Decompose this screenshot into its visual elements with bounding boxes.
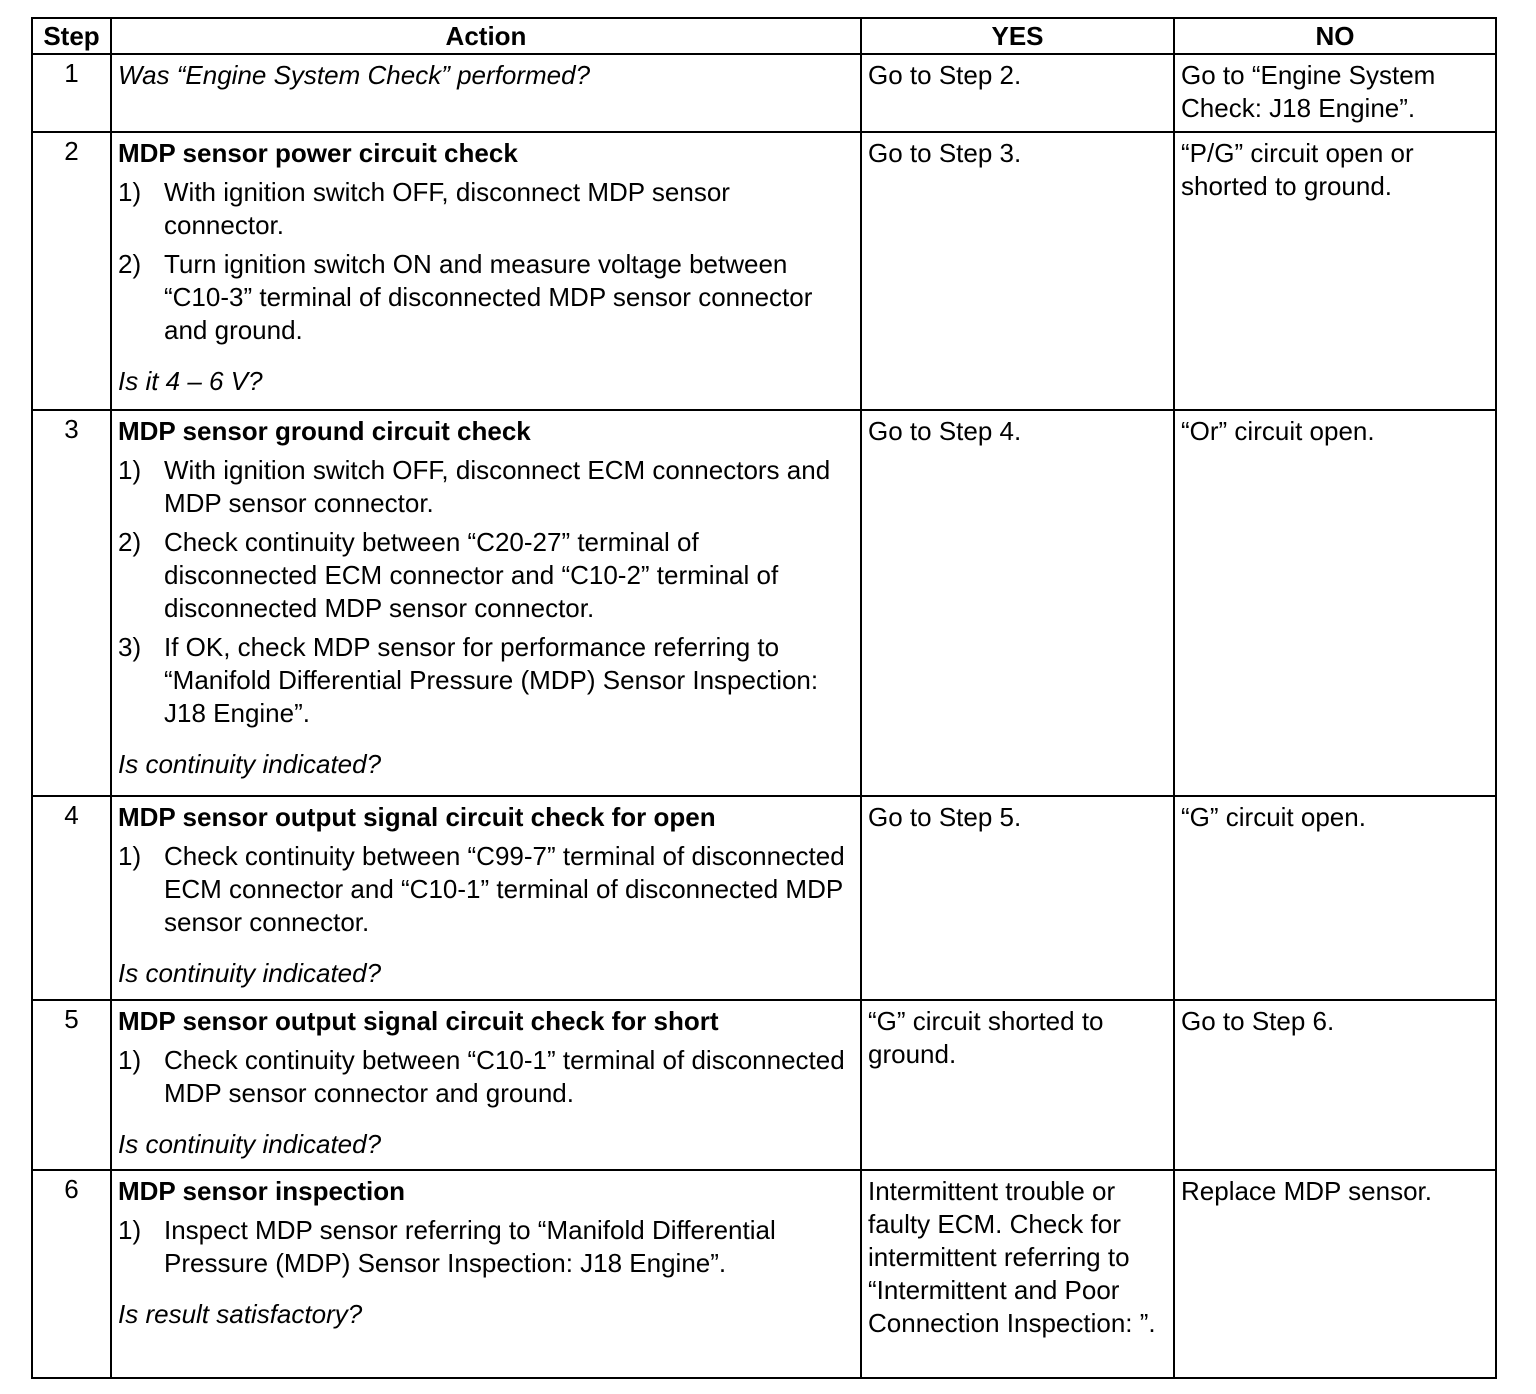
header-action: Action (111, 18, 861, 54)
action-question: Was “Engine System Check” performed? (118, 60, 591, 90)
item-number: 1) (118, 1045, 142, 1075)
header-step: Step (32, 18, 111, 54)
table-row (32, 410, 1496, 796)
table-row (32, 1170, 1496, 1378)
action-question: Is result satisfactory? (118, 1299, 363, 1329)
list-item (118, 176, 854, 242)
table-header-row (32, 18, 1496, 54)
list-item (118, 840, 854, 939)
action-question: Is it 4 – 6 V? (118, 366, 263, 396)
action-steps (118, 454, 854, 730)
yes-cell: “G” circuit shorted to ground. (861, 1000, 1174, 1170)
action-steps (118, 1044, 854, 1110)
yes-cell: Go to Step 2. (861, 54, 1174, 132)
list-item (118, 1214, 854, 1280)
table-row (32, 1000, 1496, 1170)
item-text: With ignition switch OFF, disconnect ECM connectors and MDP sensor connector. (164, 455, 831, 518)
item-number: 1) (118, 841, 142, 871)
action-question: Is continuity indicated? (118, 1129, 382, 1159)
action-cell (111, 1000, 861, 1170)
item-text: Inspect MDP sensor referring to “Manifold Differential Pressure (MDP) Sensor Inspection: J18 Engine”. (164, 1215, 776, 1278)
action-title: MDP sensor inspection (118, 1176, 406, 1206)
step-number: 3 (32, 410, 111, 796)
no-cell: “P/G” circuit open or shorted to ground. (1174, 132, 1496, 410)
action-cell (111, 410, 861, 796)
item-text: Check continuity between “C20-27” terminal of disconnected ECM connector and “C10-2” terminal of disconnected MDP sensor connector. (164, 527, 779, 623)
action-question: Is continuity indicated? (118, 958, 382, 988)
table-row (32, 54, 1496, 132)
header-yes: YES (861, 18, 1174, 54)
list-item (118, 248, 854, 347)
action-title: MDP sensor ground circuit check (118, 416, 531, 446)
item-number: 2) (118, 249, 142, 279)
action-cell (111, 796, 861, 1000)
list-item (118, 454, 854, 520)
no-cell: Replace MDP sensor. (1174, 1170, 1496, 1378)
step-number: 6 (32, 1170, 111, 1378)
action-cell (111, 1170, 861, 1378)
table-row (32, 132, 1496, 410)
item-text: Check continuity between “C99-7” terminal of disconnected ECM connector and “C10-1” terminal of disconnected MDP sensor connector. (164, 841, 845, 937)
action-cell (111, 132, 861, 410)
no-cell: Go to Step 6. (1174, 1000, 1496, 1170)
action-steps (118, 1214, 854, 1280)
yes-cell: Go to Step 3. (861, 132, 1174, 410)
list-item (118, 631, 854, 730)
diagnostic-flow-table (31, 17, 1497, 1379)
item-text: If OK, check MDP sensor for performance referring to “Manifold Differential Pressure (MDP) Sensor Inspection: J18 Engine”. (164, 632, 819, 728)
step-number: 2 (32, 132, 111, 410)
item-text: Turn ignition switch ON and measure voltage between “C10-3” terminal of disconnected MDP sensor connector and ground. (164, 249, 813, 345)
action-steps (118, 840, 854, 939)
item-number: 1) (118, 455, 142, 485)
yes-cell: Go to Step 4. (861, 410, 1174, 796)
yes-cell: Go to Step 5. (861, 796, 1174, 1000)
no-cell: “G” circuit open. (1174, 796, 1496, 1000)
item-number: 1) (118, 177, 142, 207)
item-number: 2) (118, 527, 142, 557)
step-number: 5 (32, 1000, 111, 1170)
action-cell (111, 54, 861, 132)
action-title: MDP sensor output signal circuit check for open (118, 802, 716, 832)
item-number: 1) (118, 1215, 142, 1245)
no-cell: Go to “Engine System Check: J18 Engine”. (1174, 54, 1496, 132)
yes-cell: Intermittent trouble or faulty ECM. Check for intermittent referring to “Intermittent and Poor Connection Inspection: ”. (861, 1170, 1174, 1378)
item-text: Check continuity between “C10-1” terminal of disconnected MDP sensor connector and ground. (164, 1045, 845, 1108)
step-number: 1 (32, 54, 111, 132)
action-title: MDP sensor power circuit check (118, 138, 518, 168)
item-number: 3) (118, 632, 142, 662)
item-text: With ignition switch OFF, disconnect MDP sensor connector. (164, 177, 730, 240)
step-number: 4 (32, 796, 111, 1000)
header-no: NO (1174, 18, 1496, 54)
action-title: MDP sensor output signal circuit check for short (118, 1006, 719, 1036)
list-item (118, 526, 854, 625)
no-cell: “Or” circuit open. (1174, 410, 1496, 796)
list-item (118, 1044, 854, 1110)
action-question: Is continuity indicated? (118, 749, 382, 779)
table-row (32, 796, 1496, 1000)
action-steps (118, 176, 854, 347)
